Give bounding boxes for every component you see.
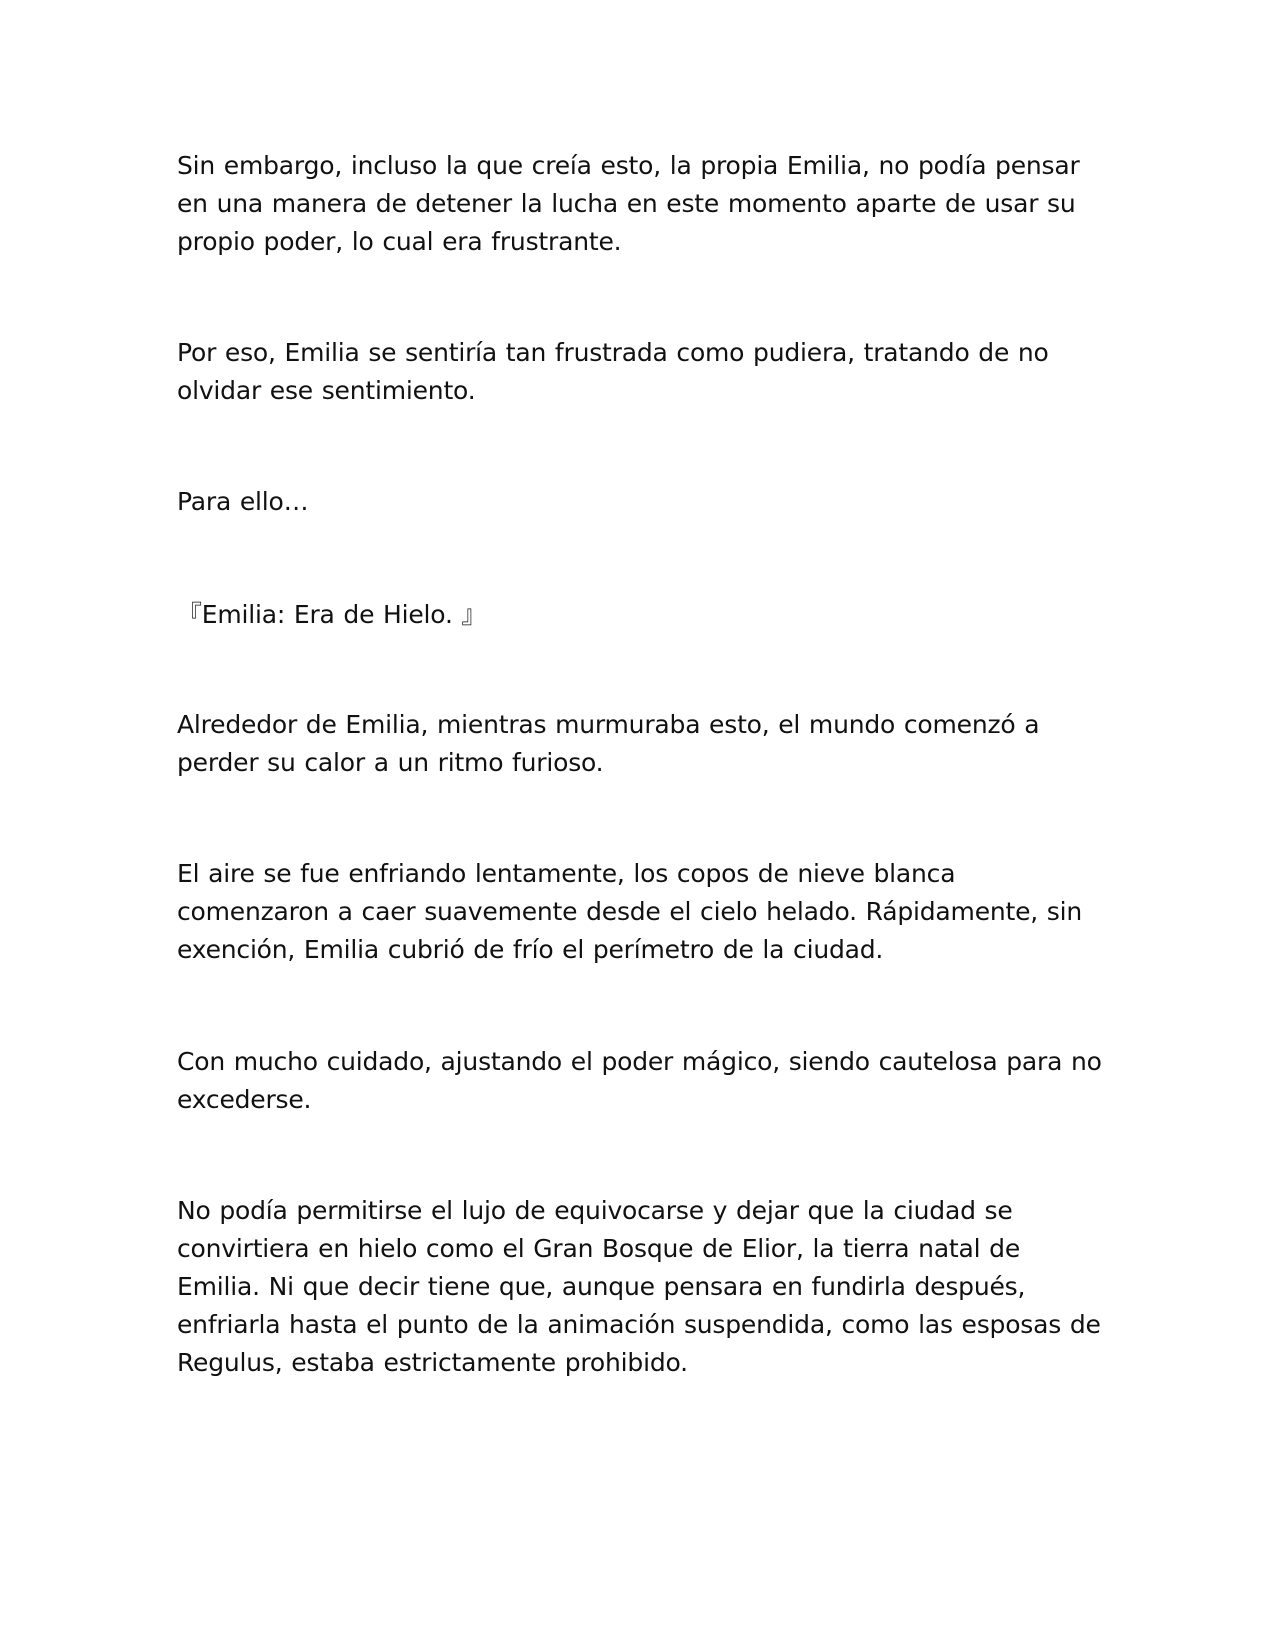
paragraph-2: Por eso, Emilia se sentiría tan frustrada como pudiera, tratando de no olvidar ese sentimiento. (177, 338, 1049, 405)
paragraph-3: Para ello… (177, 487, 309, 516)
paragraph-6: El aire se fue enfriando lentamente, los copos de nieve blanca comenzaron a caer suavemente desde el cielo helado. Rápidamente, sin exención, Emilia cubrió de frío el perímetro de la ciudad. (177, 859, 1083, 964)
paragraph-1: Sin embargo, incluso la que creía esto, la propia Emilia, no podía pensar en una manera de detener la lucha en este momento aparte de usar su propio poder, lo cual era frustrante. (177, 151, 1080, 256)
spell-quote: 『Emilia: Era de Hielo. 』 (177, 600, 487, 629)
paragraph-5: Alrededor de Emilia, mientras murmuraba esto, el mundo comenzó a perder su calor a un ritmo furioso. (177, 710, 1040, 777)
paragraph-8: No podía permitirse el lujo de equivocarse y dejar que la ciudad se convirtiera en hielo como el Gran Bosque de Elior, la tierra natal de Emilia. Ni que decir tiene que, aunque pensara en fundirla después, enfriarla hasta el punto de la animación suspendida, como las esposas de Regulus, estaba estrictamente prohibido. (177, 1196, 1101, 1377)
paragraph-7: Con mucho cuidado, ajustando el poder mágico, siendo cautelosa para no excederse. (177, 1047, 1102, 1114)
